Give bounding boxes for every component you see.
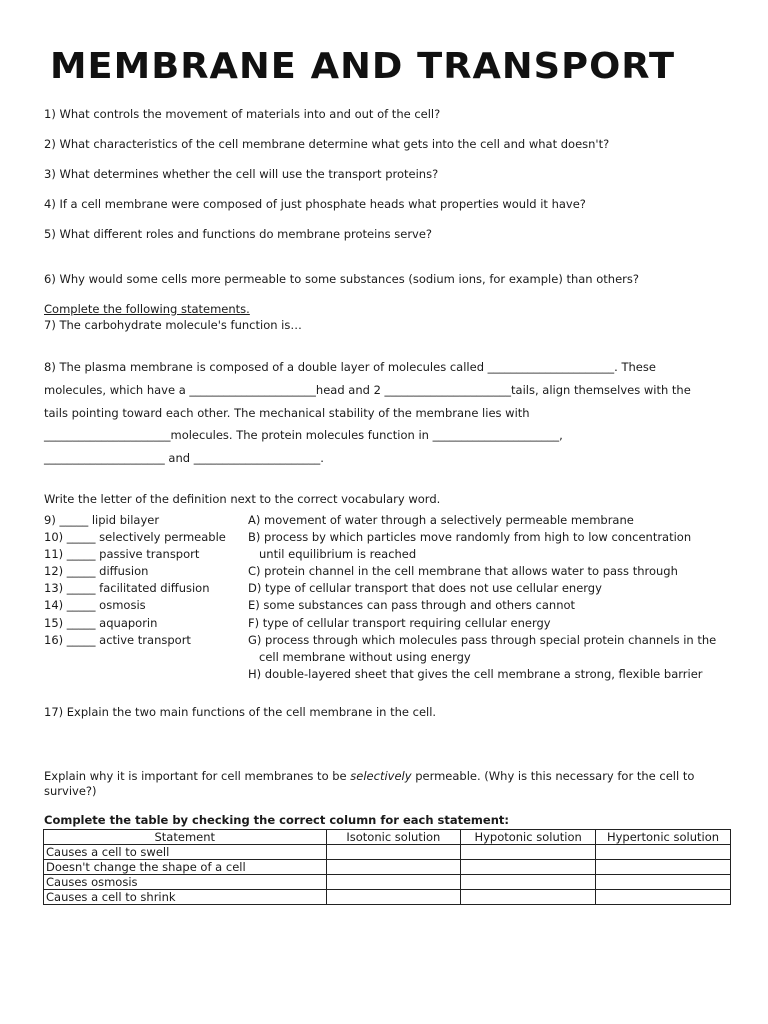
isotonic-check-cell[interactable] xyxy=(326,875,461,890)
table-instruction: Complete the table by checking the correct column for each statement: xyxy=(44,813,509,827)
hypertonic-check-cell[interactable] xyxy=(596,860,731,875)
question-7: 7) The carbohydrate molecule's function is… xyxy=(44,318,302,332)
table-row xyxy=(44,860,731,875)
definition-b-continued: until equilibrium is reached xyxy=(259,547,417,562)
isotonic-check-cell[interactable] xyxy=(326,890,461,905)
question-8 xyxy=(44,356,734,470)
vocab-instruction: Write the letter of the definition next to the correct vocabulary word. xyxy=(44,492,441,506)
definition-h: H) double-layered sheet that gives the cell membrane a strong, flexible barrier xyxy=(248,666,703,681)
definition-e: E) some substances can pass through and others cannot xyxy=(248,598,576,613)
question-3: 3) What determines whether the cell will use the transport proteins? xyxy=(44,167,439,181)
statement-cell: Causes osmosis xyxy=(44,875,327,890)
statement-cell: Causes a cell to swell xyxy=(44,845,327,860)
vocab-word: 10) _____ selectively permeable xyxy=(44,530,226,545)
definition-g-continued: cell membrane without using energy xyxy=(259,649,471,664)
question-2: 2) What characteristics of the cell membrane determine what gets into the cell and what doesn't? xyxy=(44,137,610,151)
vocab-word: 9) _____ lipid bilayer xyxy=(44,513,160,527)
vocab-word-list xyxy=(44,512,226,649)
explain-emphasis: selectively xyxy=(350,769,412,783)
hypertonic-check-cell[interactable] xyxy=(596,845,731,860)
hypotonic-check-cell[interactable] xyxy=(461,875,596,890)
hypotonic-check-cell[interactable] xyxy=(461,845,596,860)
column-header-hypotonic: Hypotonic solution xyxy=(461,830,596,845)
vocab-word: 13) _____ facilitated diffusion xyxy=(44,581,210,596)
question-8-line: molecules, which have a ______________________head and 2 ______________________tails, align themselves with the xyxy=(44,382,691,397)
table-row xyxy=(44,875,731,890)
statement-cell: Causes a cell to shrink xyxy=(44,890,327,905)
vocab-word: 14) _____ osmosis xyxy=(44,598,146,613)
explain-text: Explain why it is important for cell membranes to be xyxy=(44,769,351,783)
explain-prompt-line2: survive?) xyxy=(44,784,97,798)
vocab-word: 12) _____ diffusion xyxy=(44,564,149,579)
isotonic-check-cell[interactable] xyxy=(326,860,461,875)
column-header-isotonic: Isotonic solution xyxy=(326,830,461,845)
vocab-word: 16) _____ active transport xyxy=(44,632,191,647)
definition-d: D) type of cellular transport that does not use cellular energy xyxy=(248,581,602,596)
explain-text: permeable. (Why is this necessary for the cell to xyxy=(411,769,695,783)
question-8-line: tails pointing toward each other. The mechanical stability of the membrane lies with xyxy=(44,405,530,420)
definition-list xyxy=(248,512,718,683)
column-header-statement: Statement xyxy=(44,830,327,845)
question-1: 1) What controls the movement of materials into and out of the cell? xyxy=(44,107,441,121)
statement-cell: Doesn't change the shape of a cell xyxy=(44,860,327,875)
definition-b: B) process by which particles move randomly from high to low concentration xyxy=(248,530,692,545)
question-8-line: 8) The plasma membrane is composed of a double layer of molecules called ______________________. These xyxy=(44,360,656,374)
vocab-word: 11) _____ passive transport xyxy=(44,547,200,562)
isotonic-check-cell[interactable] xyxy=(326,845,461,860)
question-6: 6) Why would some cells more permeable to some substances (sodium ions, for example) than others? xyxy=(44,272,639,286)
hypotonic-check-cell[interactable] xyxy=(461,860,596,875)
table-row xyxy=(44,890,731,905)
hypertonic-check-cell[interactable] xyxy=(596,890,731,905)
question-8-line: ______________________molecules. The protein molecules function in ______________________, xyxy=(44,428,563,443)
solution-table xyxy=(43,829,731,905)
hypotonic-check-cell[interactable] xyxy=(461,890,596,905)
definition-a: A) movement of water through a selectively permeable membrane xyxy=(248,513,634,527)
question-17: 17) Explain the two main functions of the cell membrane in the cell. xyxy=(44,705,437,719)
column-header-hypertonic: Hypertonic solution xyxy=(596,830,731,845)
definition-c: C) protein channel in the cell membrane that allows water to pass through xyxy=(248,564,678,579)
vocab-word: 15) _____ aquaporin xyxy=(44,615,158,630)
table-row xyxy=(44,845,731,860)
question-5: 5) What different roles and functions do membrane proteins serve? xyxy=(44,227,433,241)
table-header-row xyxy=(44,830,731,845)
hypertonic-check-cell[interactable] xyxy=(596,875,731,890)
definition-f: F) type of cellular transport requiring cellular energy xyxy=(248,615,551,630)
page-title: MEMBRANE AND TRANSPORT xyxy=(50,46,676,87)
question-4: 4) If a cell membrane were composed of just phosphate heads what properties would it have? xyxy=(44,197,586,211)
definition-g: G) process through which molecules pass through special protein channels in the xyxy=(248,632,717,647)
explain-prompt xyxy=(44,769,694,783)
question-8-line: _____________________ and ______________________. xyxy=(44,451,324,466)
complete-heading: Complete the following statements. xyxy=(44,302,250,316)
